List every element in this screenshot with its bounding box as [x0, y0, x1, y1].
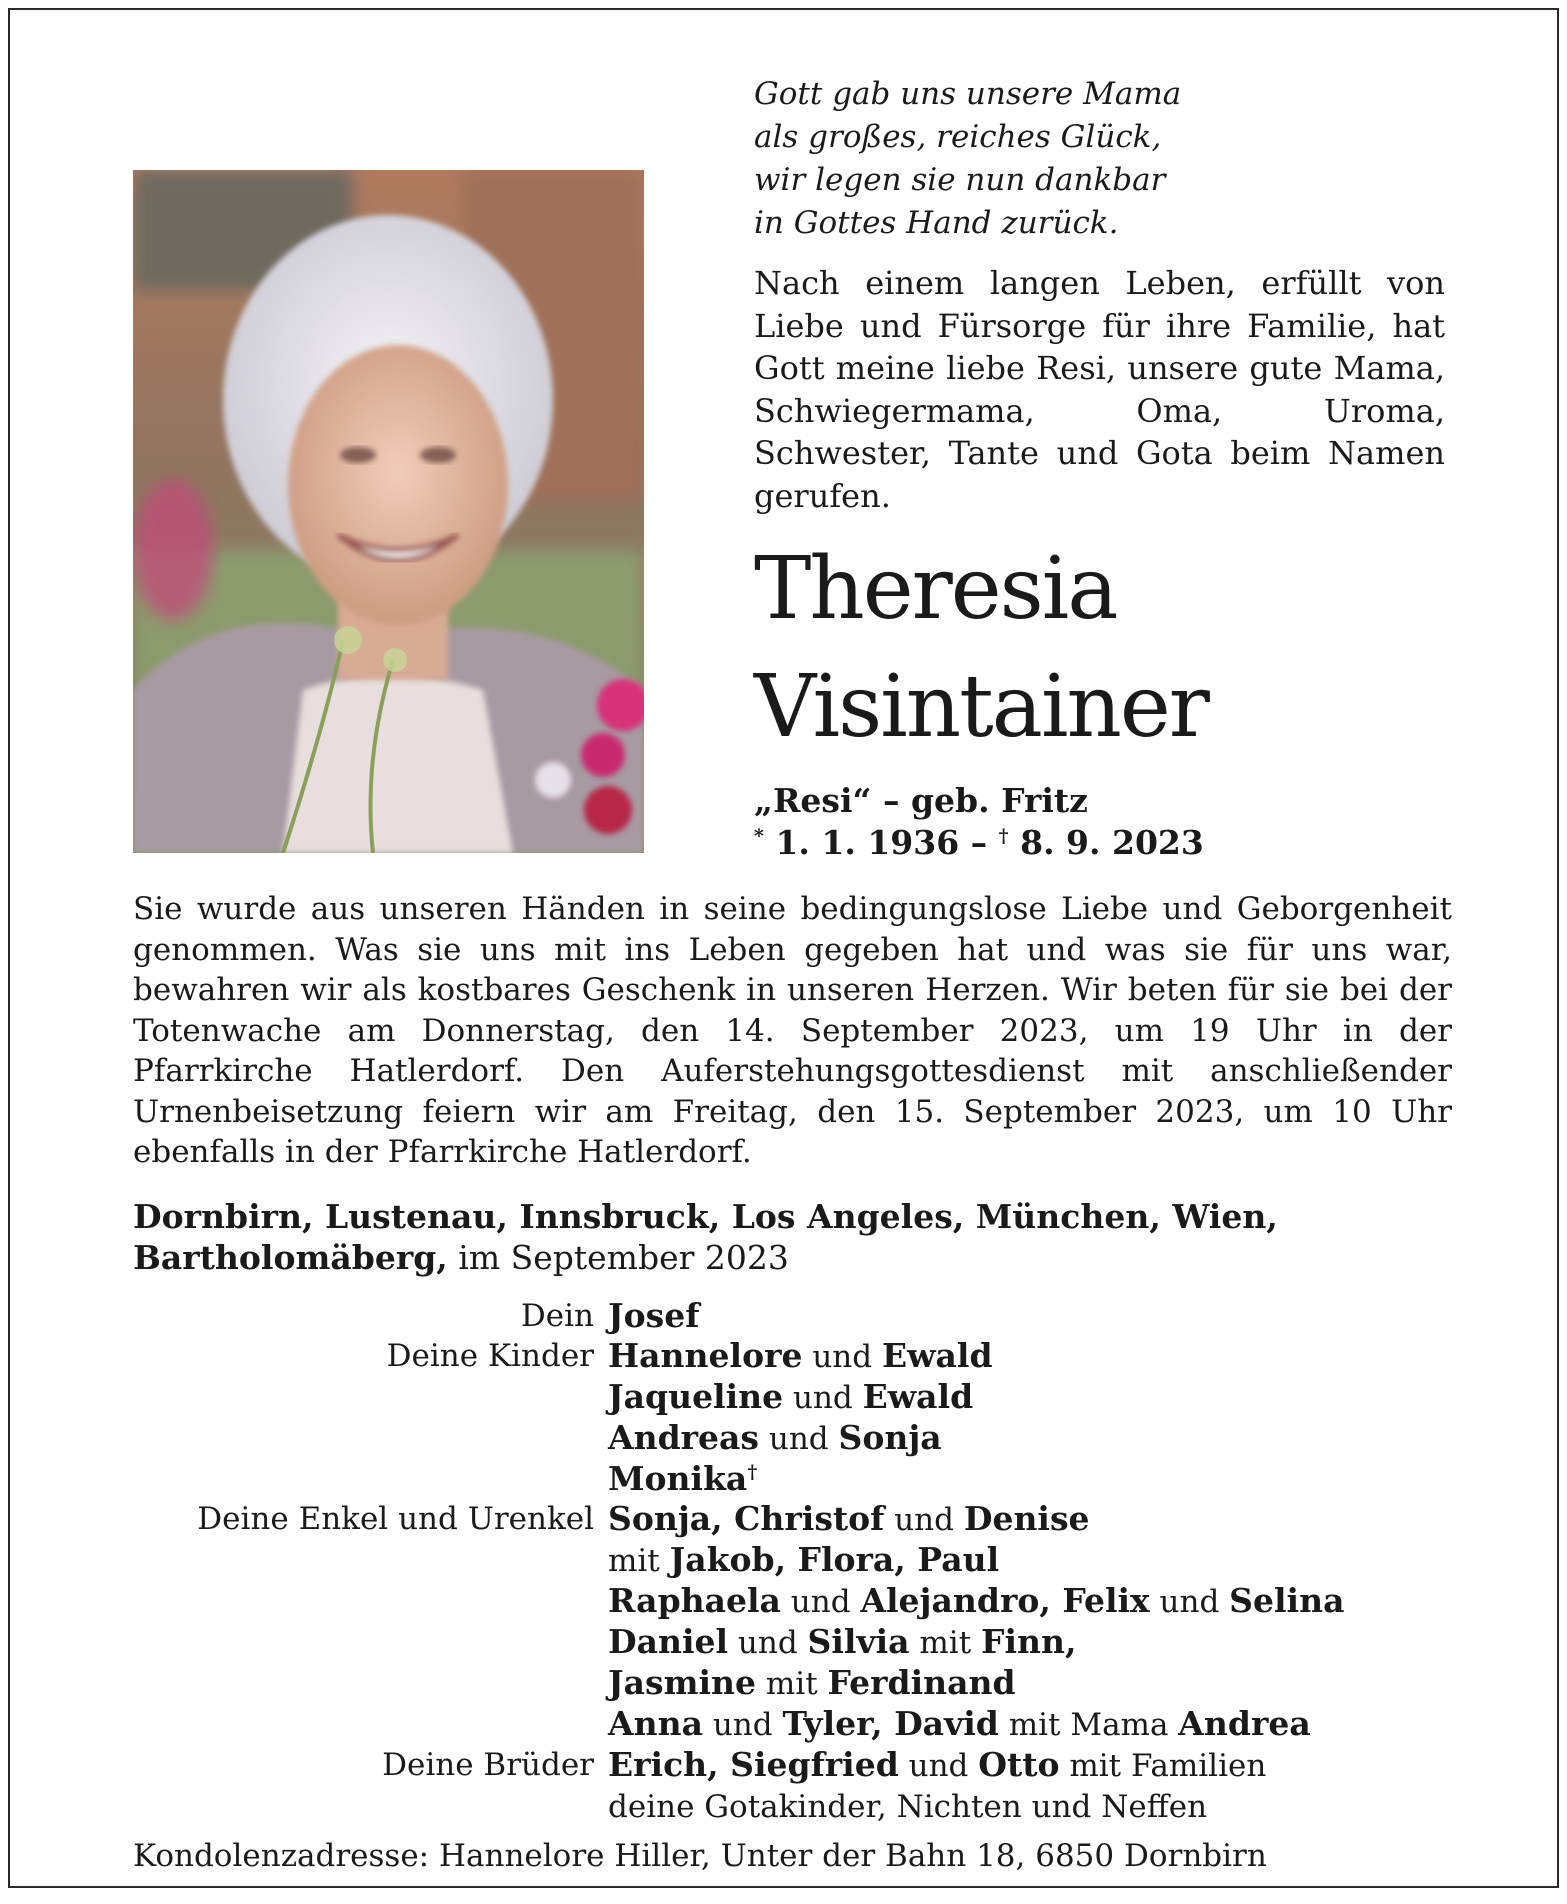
mourner-name: Hannelore: [608, 1336, 803, 1375]
mourner-name: Monika: [608, 1459, 748, 1498]
mourner-connector: und: [780, 1584, 861, 1620]
mourner-connector: mit: [756, 1666, 828, 1702]
mourner-names: [608, 1663, 1533, 1704]
mourner-role: Deine Kinder: [386, 1338, 594, 1374]
date-separator: –: [970, 823, 988, 862]
mourner-names: [608, 1377, 1533, 1418]
mourner-name: Andreas: [608, 1418, 760, 1457]
mourner-name: Jasmine: [608, 1663, 757, 1702]
mourner-row: [133, 1418, 1533, 1459]
mourner-role: [133, 1663, 608, 1704]
mourner-row: [133, 1296, 1533, 1336]
mourner-name: Selina: [1229, 1581, 1345, 1620]
mourner-role: [133, 1622, 608, 1663]
photo-eye-left: [340, 447, 376, 463]
place-line-2-bold: Bartholomäberg,: [133, 1238, 448, 1277]
mourner-names: [608, 1786, 1533, 1827]
mourner-names: [608, 1459, 1533, 1499]
mourner-name: Jakob, Flora, Paul: [669, 1540, 1000, 1579]
mourner-role: [133, 1377, 608, 1418]
mourner-name: Ewald: [881, 1336, 993, 1375]
photo-blouse: [283, 675, 513, 853]
mourner-row: [133, 1704, 1533, 1745]
mourner-connector: mit: [909, 1625, 982, 1661]
mourner-connector: und: [898, 1748, 979, 1784]
mourner-row: [133, 1786, 1533, 1827]
mourner-connector: und: [702, 1707, 783, 1743]
mourner-name: †: [747, 1461, 758, 1483]
photo-flower-white: [535, 762, 571, 798]
verse-line: als großes, reiches Glück,: [754, 119, 1162, 155]
mourner-row: [133, 1540, 1533, 1581]
life-dates: [754, 822, 1494, 864]
mourner-row: [133, 1581, 1533, 1622]
photo-flower-left: [133, 480, 213, 620]
mourner-name: Silvia: [807, 1622, 910, 1661]
verse-line: in Gottes Hand zurück.: [754, 205, 1119, 241]
mourner-name: Sonja, Christof: [608, 1499, 885, 1538]
mourner-role: [133, 1540, 608, 1581]
last-name: Visintainer: [754, 657, 1208, 757]
verse-line: wir legen sie nun dankbar: [754, 162, 1166, 198]
mourners-list: [133, 1296, 1533, 1827]
portrait-photo: [133, 170, 644, 853]
place-line-2-date: im September 2023: [458, 1238, 789, 1277]
photo-bud-2: [383, 648, 407, 672]
mourner-connector: mit Familien: [1059, 1748, 1267, 1784]
mourner-name: Ewald: [862, 1377, 974, 1416]
death-symbol: †: [998, 825, 1009, 847]
mourner-role: [133, 1459, 608, 1499]
mourner-name: Otto: [978, 1745, 1060, 1784]
first-name: Theresia: [754, 539, 1117, 639]
mourner-role: [133, 1786, 608, 1827]
photo-flower-red: [584, 786, 632, 834]
condolence-address: Kondolenzadresse: Hannelore Hiller, Unter der Bahn 18, 6850 Dornbirn: [133, 1838, 1267, 1874]
portrait-image: [133, 170, 644, 853]
mourner-name: Finn,: [981, 1622, 1077, 1661]
mourner-row: [133, 1377, 1533, 1418]
mourner-role: [133, 1418, 608, 1459]
mourner-names: [608, 1622, 1533, 1663]
mourner-row: [133, 1622, 1533, 1663]
place-line-1: Dornbirn, Lustenau, Innsbruck, Los Angeles, München, Wien,: [133, 1197, 1278, 1236]
birth-date: 1. 1. 1936: [775, 823, 960, 862]
mourner-connector: und: [1149, 1584, 1230, 1620]
verse-line: Gott gab uns unsere Mama: [754, 76, 1182, 112]
mourner-name: Denise: [963, 1499, 1090, 1538]
nickname-line: „Resi“ – geb. Fritz: [754, 781, 1088, 820]
mourner-connector: und: [802, 1339, 882, 1375]
place-and-date: [133, 1196, 1513, 1278]
mourner-names: [608, 1540, 1533, 1581]
mourner-connector: deine Gotakinder, Nichten und Neffen: [608, 1789, 1208, 1825]
mourner-name: Anna: [608, 1704, 703, 1743]
mourner-role: Deine Brüder: [382, 1747, 594, 1783]
mourner-connector: und: [728, 1625, 808, 1661]
mourner-name: Alejandro, Felix: [860, 1581, 1150, 1620]
photo-flower-pink-2: [581, 733, 625, 777]
mourner-name: Erich, Siegfried: [608, 1745, 899, 1784]
mourner-role: Dein: [520, 1298, 594, 1334]
photo-face: [288, 345, 508, 625]
name-details: [754, 780, 1494, 864]
mourner-names: [608, 1296, 1533, 1336]
photo-eye-right: [420, 447, 456, 463]
mourner-connector: und: [759, 1421, 839, 1457]
place-line-2: [133, 1237, 1513, 1278]
mourner-name: Raphaela: [608, 1581, 781, 1620]
mourner-names: [608, 1418, 1533, 1459]
mourner-name: Daniel: [608, 1622, 729, 1661]
intro-paragraph: Nach einem langen Leben, erfüllt von Liebe und Fürsorge für ihre Familie, hat Gott meine liebe Resi, unsere gute Mama, Schwiegermama, Oma, Uroma, Schwester, Tante und Gota beim Namen gerufen.: [754, 264, 1445, 515]
mourner-names: [608, 1704, 1533, 1745]
mourner-row: [133, 1336, 1533, 1377]
mourner-row: [133, 1499, 1533, 1540]
mourner-name: Tyler, David: [782, 1704, 999, 1743]
mourner-row: [133, 1663, 1533, 1704]
mourner-name: Josef: [608, 1296, 700, 1335]
mourner-row: [133, 1459, 1533, 1499]
mourner-names: [608, 1499, 1533, 1540]
opening-verse: [754, 73, 1374, 245]
birth-symbol: *: [754, 825, 764, 847]
mourner-role: Deine Enkel und Urenkel: [197, 1501, 594, 1537]
mourner-connector: mit Mama: [998, 1707, 1179, 1743]
deceased-name: [754, 530, 1494, 766]
mourner-connector: und: [884, 1502, 964, 1538]
mourner-name: Sonja: [838, 1418, 942, 1457]
death-date: 8. 9. 2023: [1020, 823, 1204, 862]
mourner-row: [133, 1745, 1533, 1786]
mourner-role: [133, 1704, 608, 1745]
mourner-role: [133, 1581, 608, 1622]
mourner-connector: mit: [608, 1543, 670, 1579]
mourner-names: [608, 1745, 1533, 1786]
mourner-name: Jaqueline: [608, 1377, 784, 1416]
mourner-names: [608, 1336, 1533, 1377]
photo-bud-1: [334, 626, 362, 654]
service-details-paragraph: Sie wurde aus unseren Händen in seine bedingungslose Liebe und Geborgenheit genommen. Was sie uns mit ins Leben gegeben hat und was sie für uns war, bewahren wir als kostbares Geschenk in unseren Herzen. Wir beten für sie bei der Totenwache am Donnerstag, den 14. September 2023, um 19 Uhr in der Pfarrkirche Hatlerdorf. Den Auferstehungsgottesdienst mit anschließender Urnenbeisetzung feiern wir am Freitag, den 15. September 2023, um 10 Uhr ebenfalls in der Pfarrkirche Hatlerdorf.: [133, 891, 1452, 1170]
mourner-name: Andrea: [1178, 1704, 1311, 1743]
mourner-name: Ferdinand: [827, 1663, 1016, 1702]
mourner-connector: und: [783, 1380, 863, 1416]
obituary-notice: [8, 8, 1559, 1888]
mourner-names: [608, 1581, 1533, 1622]
